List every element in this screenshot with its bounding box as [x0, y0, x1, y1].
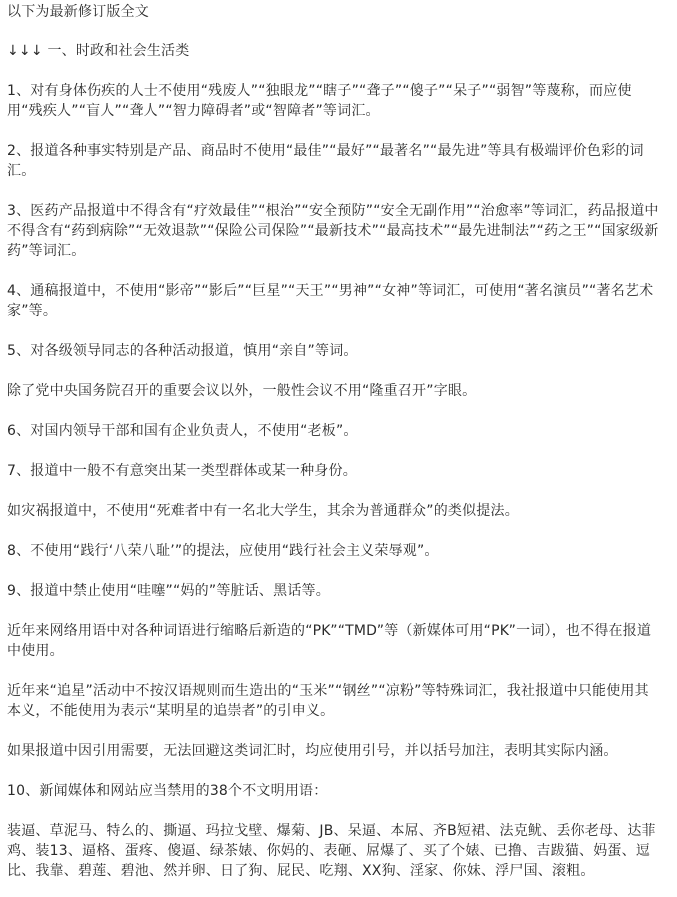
- paragraph-9: 9、报道中禁止使用“哇噻”“妈的”等脏话、黑话等。: [7, 583, 330, 599]
- paragraph-8: 8、不使用“践行‘八荣八耻’”的提法，应使用“践行社会主义荣辱观”。: [7, 543, 439, 559]
- paragraph-5-note: 除了党中央国务院召开的重要会议以外，一般性会议不用“隆重召开”字眼。: [7, 383, 477, 399]
- paragraph-9-note-1: 近年来网络用语中对各种词语进行缩略后新造的“PK”“TMD”等（新媒体可用“PK”一词），也不得在报道中使用。: [7, 623, 652, 659]
- paragraph-1: 1、对有身体伤疾的人士不使用“残废人”“独眼龙”“瞎子”“聋子”“傻子”“呆子”“弱智”等蔑称，而应使用“残疾人”“盲人”“聋人”“智力障碍者”或“智障者”等词汇。: [7, 83, 632, 119]
- paragraph-9-note-3: 如果报道中因引用需要，无法回避这类词汇时，均应使用引号，并以括号加注，表明其实际内涵。: [7, 743, 618, 759]
- paragraph-7-note: 如灾祸报道中，不使用“死难者中有一名北大学生，其余为普通群众”的类似提法。: [7, 503, 519, 519]
- banned-terms-list: 装逼、草泥马、特么的、撕逼、玛拉戈壁、爆菊、JB、呆逼、本屌、齐B短裙、法克鱿、丢你老母、达菲鸡、装13、逼格、蛋疼、傻逼、绿茶婊、你妈的、表砸、屌爆了、买了个婊、已撸、吉跋猫、妈蛋、逗比、我靠、碧莲、碧池、然并卵、日了狗、屁民、吃翔、XX狗、淫家、你妹、浮尸国、滚粗。: [7, 823, 656, 879]
- intro-line: 以下为最新修订版全文: [7, 4, 149, 20]
- paragraph-3: 3、医药产品报道中不得含有“疗效最佳”“根治”“安全预防”“安全无副作用”“治愈率”等词汇，药品报道中不得含有“药到病除”“无效退款”“保险公司保险”“最新技术”“最高技术”“最先进制法”“药之王”“国家级新药”等词汇。: [7, 203, 659, 259]
- paragraph-10: 10、新闻媒体和网站应当禁用的38个不文明用语：: [7, 783, 328, 799]
- paragraph-2: 2、报道各种事实特别是产品、商品时不使用“最佳”“最好”“最著名”“最先进”等具有极端评价色彩的词汇。: [7, 143, 644, 179]
- paragraph-5: 5、对各级领导同志的各种活动报道，慎用“亲自”等词。: [7, 343, 358, 359]
- section-heading: ↓↓↓ 一、时政和社会生活类: [7, 43, 190, 59]
- paragraph-9-note-2: 近年来“追星”活动中不按汉语规则而生造出的“玉米”“钢丝”“凉粉”等特殊词汇，我社报道中只能使用其本义，不能使用为表示“某明星的追崇者”的引申义。: [7, 683, 649, 719]
- paragraph-7: 7、报道中一般不有意突出某一类型群体或某一种身份。: [7, 463, 357, 479]
- paragraph-4: 4、通稿报道中，不使用“影帝”“影后”“巨星”“天王”“男神”“女神”等词汇，可使用“著名演员”“著名艺术家”等。: [7, 283, 654, 319]
- paragraph-6: 6、对国内领导干部和国有企业负责人，不使用“老板”。: [7, 423, 358, 439]
